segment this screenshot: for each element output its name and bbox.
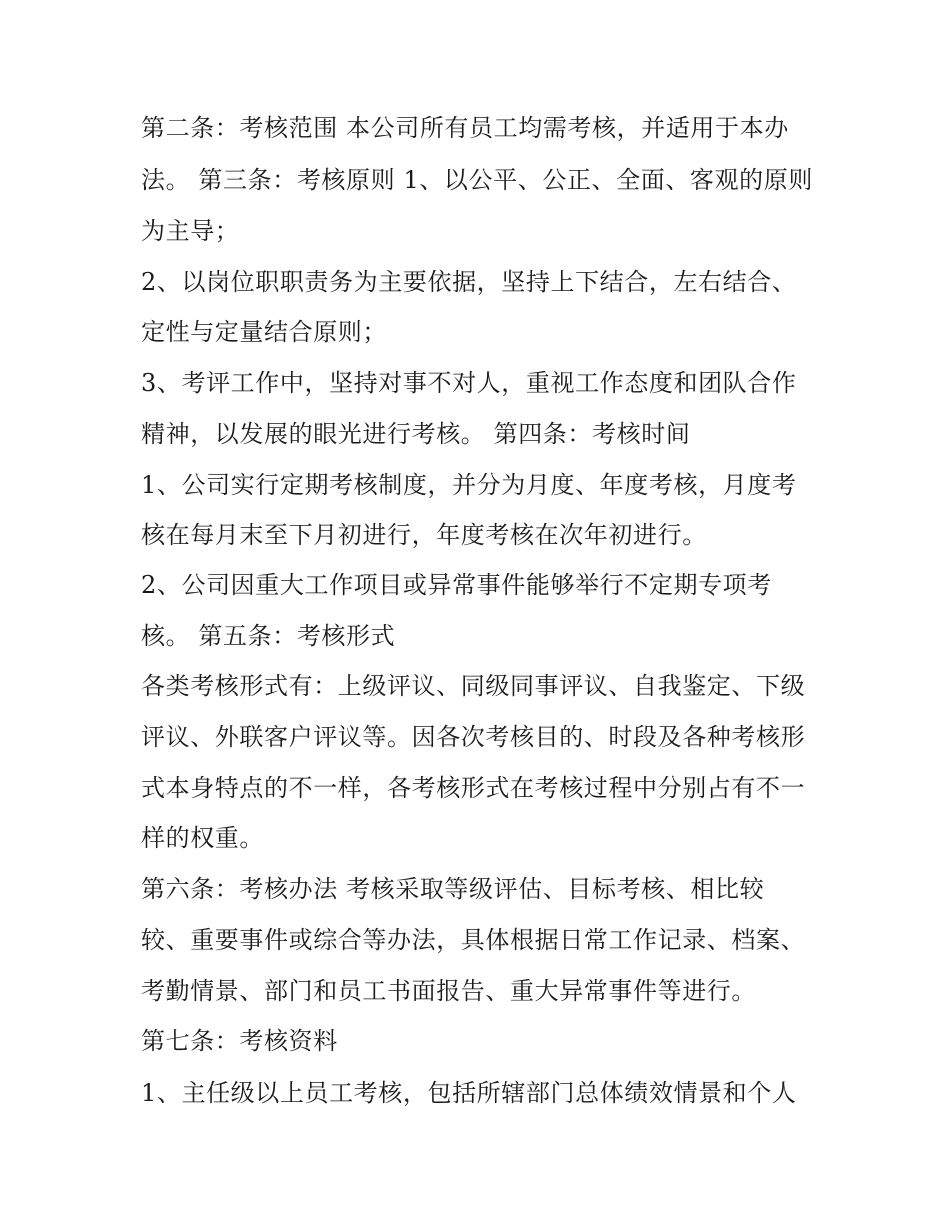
text-line: 第七条：考核资料: [141, 1027, 338, 1055]
text-line: 精神，以发展的眼光进行考核。 第四条：考核时间: [141, 420, 691, 448]
text-line: 定性与定量结合原则；: [141, 318, 387, 346]
text-line: 核在每月末至下月初进行，年度考核在次年初进行。: [141, 521, 707, 549]
text-line: 1、主任级以上员工考核，包括所辖部门总体绩效情景和个人: [141, 1079, 797, 1107]
text-line: 样的权重。: [141, 824, 264, 852]
text-line: 较、重要事件或综合等办法，具体根据日常工作记录、档案、: [141, 926, 806, 954]
text-line: 评议、外联客户评议等。因各次考核目的、时段及各种考核形: [141, 723, 806, 751]
text-line: 各类考核形式有：上级评议、同级同事评议、自我鉴定、下级: [141, 672, 806, 700]
text-line: 1、公司实行定期考核制度，并分为月度、年度考核，月度考: [141, 471, 797, 499]
text-line: 核。 第五条：考核形式: [141, 622, 396, 650]
text-line: 第二条：考核范围 本公司所有员工均需考核，并适用于本办: [141, 114, 789, 142]
text-line: 式本身特点的不一样，各考核形式在考核过程中分别占有不一: [141, 774, 806, 802]
text-line: 第六条：考核办法 考核采取等级评估、目标考核、相比较: [141, 875, 765, 903]
text-line: 为主导；: [141, 217, 240, 245]
text-line: 3、考评工作中，坚持对事不对人，重视工作态度和团队合作: [141, 369, 797, 397]
text-line: 2、公司因重大工作项目或异常事件能够举行不定期专项考: [141, 571, 772, 599]
text-line: 考勤情景、部门和员工书面报告、重大异常事件等进行。: [141, 977, 756, 1005]
text-line: 2、以岗位职职责务为主要依据，坚持上下结合，左右结合、: [141, 268, 797, 296]
text-line: 法。 第三条：考核原则 1、以公平、公正、全面、客观的原则: [141, 166, 813, 194]
